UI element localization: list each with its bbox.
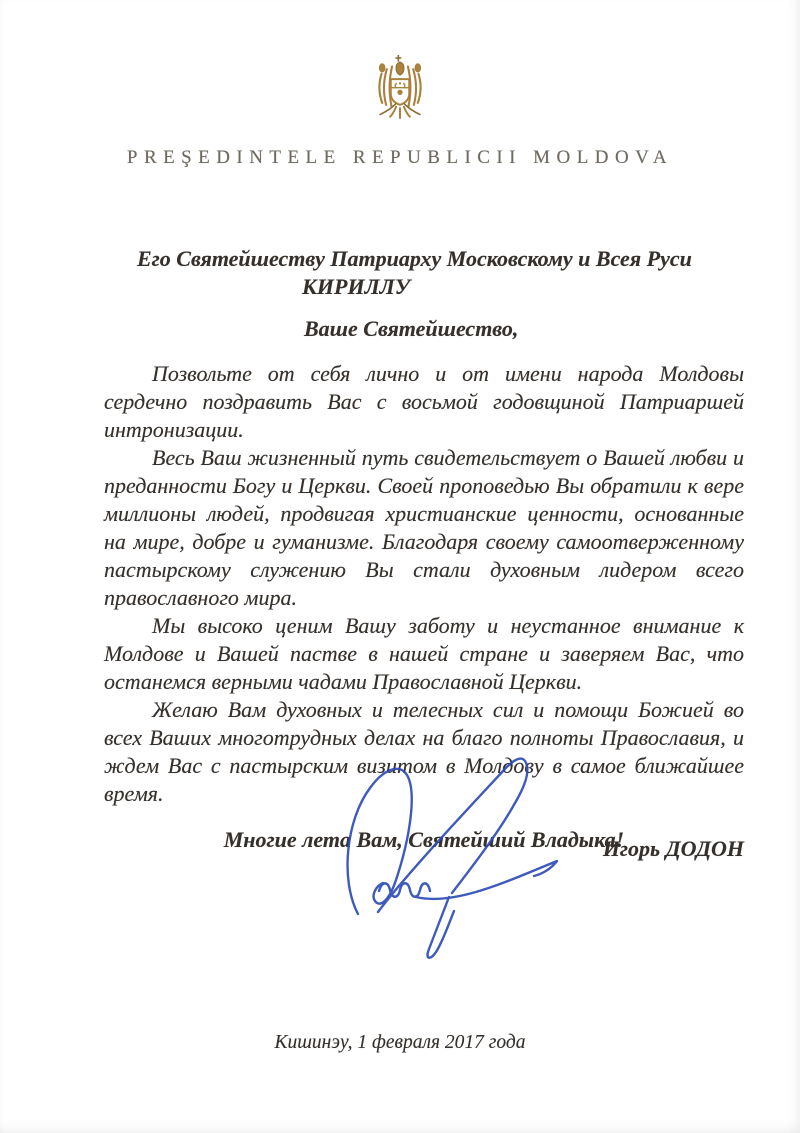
salutation: Ваше Святейшество, xyxy=(304,316,519,341)
dateline: Кишинэу, 1 февраля 2017 года xyxy=(274,1032,526,1053)
paragraph: Весь Ваш жизненный путь свидетельствует о Вашей любви и преданности Богу и Церкви. Своей проповедью Вы обратили к вере миллионы людей, продвигая христианские ценности, основанные на мире, добре и гуманизме. Благодаря своему самоотверженному пастырскому служению Вы стали духовным лидером всего православного мира. xyxy=(104,445,744,610)
moldova-coat-of-arms-icon xyxy=(367,52,433,126)
closing-line: Многие лета Вам, Святейший Владыка! xyxy=(223,827,625,852)
paragraph: Мы высоко ценим Вашу заботу и неустанное внимание к Молдове и Вашей пастве в нашей стране и заверяем Вас, что останемся верными чадами Православной Церкви. xyxy=(104,613,744,694)
paragraph: Желаю Вам духовных и телесных сил и помощи Божией во всех Ваших многотрудных делах на благо полноты Православия, и ждем Вас с пастырским визитом в Молдову в самое ближайшее время. xyxy=(104,697,744,806)
recipient-line: Его Святейшеству Патриарху Московскому и Всея Руси xyxy=(137,246,692,271)
recipient-name: КИРИЛЛУ xyxy=(302,274,411,299)
letter-body xyxy=(104,360,744,808)
letter-content xyxy=(0,245,800,853)
letterhead xyxy=(0,0,800,169)
signer-name: Игорь ДОДОН xyxy=(602,836,744,861)
letterhead-title: PREŞEDINTELE REPUBLICII MOLDOVA xyxy=(126,147,674,168)
paragraph: Позвольте от себя лично и от имени народа Молдовы сердечно поздравить Вас с восьмой годовщиной Патриаршей интронизации. xyxy=(104,361,744,442)
recipient-block xyxy=(104,245,744,300)
